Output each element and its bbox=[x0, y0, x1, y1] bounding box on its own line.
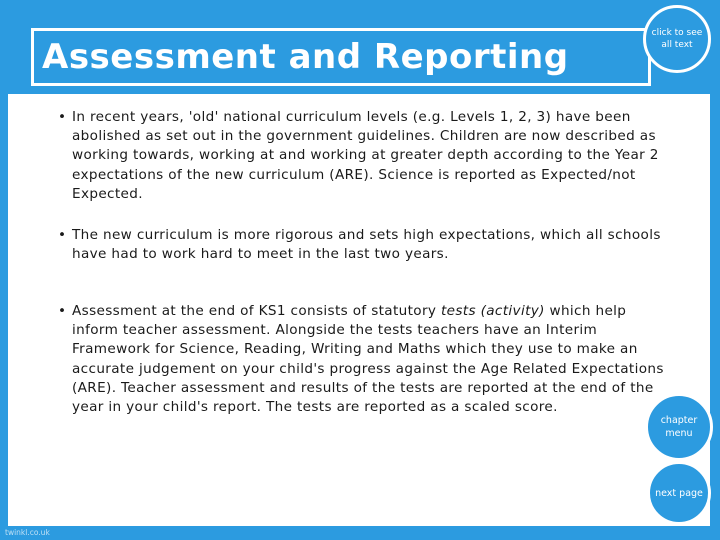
bullet-text-start: Assessment at the end of KS1 consists of statutory bbox=[72, 303, 441, 319]
title-box bbox=[31, 28, 651, 86]
see-all-text-button[interactable] bbox=[643, 5, 711, 73]
see-all-text-label: click to see all text bbox=[651, 28, 703, 50]
bullet-text: The new curriculum is more rigorous and sets high expectations, which all schools have had to work hard to meet in the last two years. bbox=[72, 227, 661, 263]
next-page-label: next page bbox=[655, 487, 703, 499]
chapter-menu-button[interactable] bbox=[645, 393, 713, 461]
bullet-text-end: which help inform teacher assessment. Alongside the tests teachers have an Interim Framework for Science, Reading, Writing and Maths which they use to make an accurate judgement on your child's progress against the Age Related Expectations (ARE). Teacher assessment and results of the tests are reported at the end of the year in your child's report. The tests are reported as a scaled score. bbox=[72, 303, 664, 416]
chapter-menu-label: chapter menu bbox=[660, 415, 698, 439]
next-page-button[interactable] bbox=[647, 461, 711, 525]
page-title: Assessment and Reporting bbox=[42, 37, 569, 77]
bullet-emphasis: tests (activity) bbox=[440, 303, 545, 319]
bullet-item bbox=[58, 108, 672, 204]
bullet-item bbox=[58, 302, 672, 417]
bullet-item bbox=[58, 226, 672, 264]
bullet-text: In recent years, 'old' national curriculum levels (e.g. Levels 1, 2, 3) have been abolished as set out in the government guidelines. Children are now described as working towards, working at and working at greater depth according to the Year 2 expectations of the new curriculum (ARE). Science is reported as Expected/not Expected. bbox=[72, 109, 659, 202]
content-panel bbox=[8, 94, 710, 526]
footer-brand: twinkl.co.uk bbox=[5, 528, 50, 537]
